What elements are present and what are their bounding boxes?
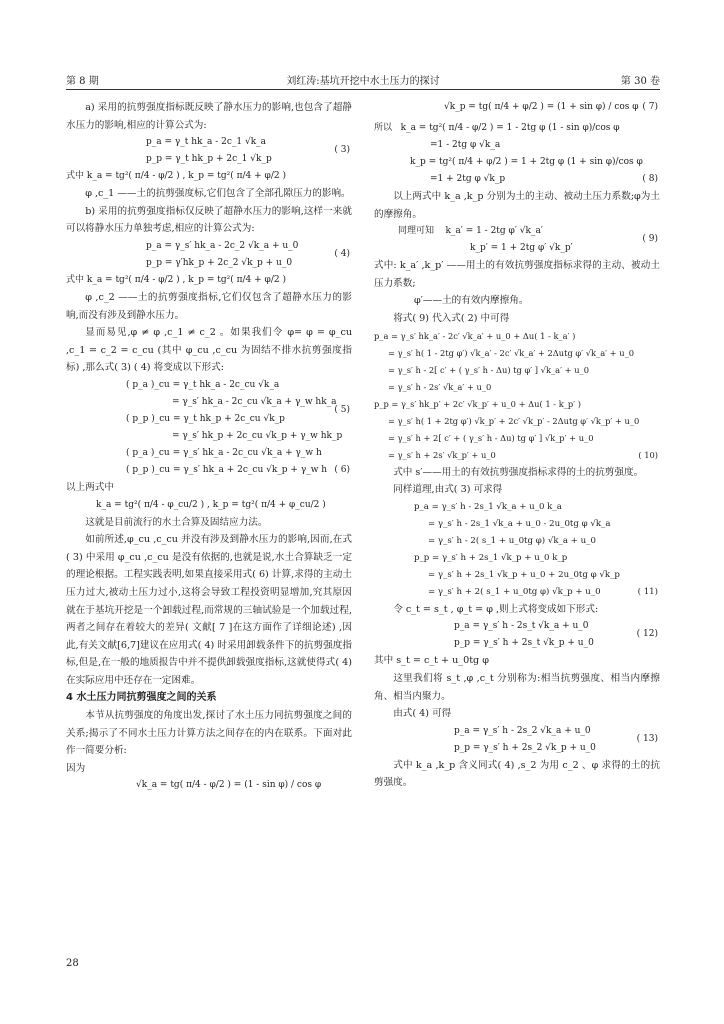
paragraph: 如前所述,φ_cu ,c_cu 并没有涉及到静水压力的影响,因而,在式( 3) 中采用 φ_cu ,c_cu 是没有依据的,也就是说,水土合算缺乏一定的理论根据。工程实践表明,如果直接采用式( 6) 计算,求得的主动土压力过大,被动土压力过小,这将会导致工程投资明显增加,究其原因就在于基坑开挖是一个卸载过程,而常规的三轴试验是一个加载过程,两者之间存在着较大的差异( 文献[ 7 ]在这方面作了详细论述) ,因此,有关文献[6,7]建议在应用式( 4) 时采用卸载条件下的抗剪强度指标,但是,在一般的地质报告中并不提供卸载强度指标,这就使得式( 4) 在实际应用中还存在一定困难。 — [66, 534, 352, 686]
equation-13 — [374, 723, 660, 757]
running-header — [66, 72, 660, 88]
equation-line: ( p_p )_cu = γ_t hk_p + 2c_cu √k_p — [126, 413, 285, 424]
equation-line: p_a = γ_s′ hk_a′ - 2c′ √k_a′ + u_0 + Δu( 1 - k_a′ ) — [374, 330, 576, 341]
equation-line: k_p′ = 1 + 2tg φ′ √k_p′ — [470, 243, 573, 254]
equation-label: 同理可知 — [398, 226, 435, 237]
equation-7 — [374, 99, 660, 116]
equation-line: ( p_a )_cu = γ_s′ hk_a - 2c_cu √k_a + γ_w h — [126, 447, 322, 458]
right-column — [374, 99, 660, 792]
equation-number: ( 10) — [638, 449, 658, 460]
paragraph: 同样道理,由式( 3) 可求得 — [393, 484, 503, 496]
equation-11 — [374, 499, 660, 601]
equation-line: = γ_s′ h - 2( s_1 + u_0tg φ) √k_a + u_0 — [428, 535, 596, 546]
paragraph: 令 c_t = s_t , φ_t = φ ,则上式将变成如下形式: — [393, 603, 599, 615]
equation-3 — [66, 134, 352, 168]
equation-line: = γ_s′ h( 1 + 2tg φ′) √k_p′ + 2c′ √k_p′ - 2Δutg φ′ √k_p′ + u_0 — [388, 415, 640, 426]
equation-number: ( 8) — [642, 174, 658, 184]
paragraph: 式中 s′——用土的有效抗剪强度指标求得的土的抗剪强度。 — [393, 466, 644, 478]
equation-number: ( 7) — [642, 102, 658, 112]
paragraph: φ′——土的有效内摩擦角。 — [414, 295, 529, 307]
paragraph: b) 采用的抗剪强度指标仅反映了超静水压力的影响,这样一来就可以将静水压力单独考虑,相应的计算公式为: — [66, 205, 352, 235]
equation-line: k_p = tg²( π/4 + φ/2 ) = 1 + 2tg φ (1 + sin φ)/cos φ — [410, 157, 643, 167]
equation-line: k_a = tg²( π/4 - φ/2 ) = 1 - 2tg φ (1 - sin φ)/cos φ — [400, 123, 620, 133]
equation-line: p_a = γ_s′ h - 2s_t √k_a + u_0 — [454, 621, 589, 632]
equation-number: ( 5) — [334, 404, 350, 415]
paragraph: 这就是目前流行的水土合算及固结应力法。 — [85, 516, 268, 528]
paragraph: 本节从抗剪强度的角度出发,探讨了水土压力同抗剪强度之间的关系;揭示了不同水土压力计算方法之间存在的内在联系。下面对此作一简要分析: — [66, 710, 352, 757]
equation-number: ( 6) — [334, 464, 350, 475]
paragraph: 因为 — [66, 762, 86, 774]
left-column — [66, 99, 352, 794]
equation-4 — [66, 238, 352, 272]
equation-6 — [66, 445, 352, 479]
issue-number: 第 8 期 — [66, 76, 99, 87]
paragraph: φ ,c_1 ——土的抗剪强度标,它们包含了全部孔隙压力的影响。 — [85, 188, 351, 200]
paragraph: 由式( 4) 可得 — [393, 708, 452, 720]
equation-line: = γ_s′ hk_a - 2c_cu √k_a + γ_w hk_a — [172, 396, 337, 407]
equation-line: = γ_s′ h( 1 - 2tg φ′) √k_a′ - 2c′ √k_a′ + 2Δutg φ′ √k_a′ + u_0 — [388, 347, 635, 358]
equation-line: √k_p = tg( π/4 + φ/2 ) = (1 + sin φ) / cos φ — [444, 102, 639, 112]
equation-line: p_a = γ_s′ h - 2s_2 √k_a + u_0 — [454, 725, 591, 736]
equation-line: = γ_s′ h - 2s′ √k_a′ + u_0 — [388, 381, 492, 392]
equation-number: ( 4) — [334, 248, 350, 259]
equation-line: p_p = γ_s′ h + 2s_2 √k_p + u_0 — [454, 742, 596, 753]
equation-line: p_p = γ′hk_p + 2c_2 √k_p + u_0 — [146, 257, 293, 268]
header-rule — [66, 89, 660, 90]
equation-line: ( p_a )_cu = γ_t hk_a - 2c_cu √k_a — [126, 379, 280, 390]
equation-definition: 式中 k_a = tg²( π/4 - φ/2 ) , k_p = tg²( π/4 + φ/2 ) — [66, 274, 286, 285]
paragraph: φ ,c_2 ——土的抗剪强度指标,它们仅包含了超静水压力的影响,而没有涉及到静水压力。 — [66, 291, 352, 321]
equation-number: ( 12) — [636, 629, 658, 640]
equation-line: p_p = γ_s′ h + 2s_t √k_p + u_0 — [454, 638, 594, 649]
equation-line: p_p = γ_s′ h + 2s_1 √k_p + u_0 k_p — [414, 552, 568, 563]
equation-line: = γ_s′ h + 2( s_1 + u_0tg φ) √k_p + u_0 — [428, 586, 601, 597]
equation-line: k_a′ = 1 - 2tg φ′ √k_a′ — [445, 226, 543, 237]
equation-number: ( 3) — [334, 145, 350, 156]
equation-line: = γ_s′ hk_p + 2c_cu √k_p + γ_w hk_p — [172, 430, 343, 441]
equation-number: ( 13) — [636, 733, 658, 744]
paragraph: 将式( 9) 代入式( 2) 中可得 — [393, 312, 510, 324]
equation-definition: k_a = tg²( π/4 - φ_cu/2 ) , k_p = tg²( π/4 + φ_cu/2 ) — [96, 499, 326, 510]
equation-8 — [374, 120, 660, 188]
volume-number: 第 30 卷 — [620, 76, 660, 87]
article-running-title: 刘红涛:基坑开挖中水土压力的探讨 — [286, 76, 440, 87]
equation-line: =1 + 2tg φ √k_p — [430, 174, 506, 184]
equation-line: p_p = γ_s′ hk_p′ + 2c′ √k_p′ + u_0 + Δu( 1 - k_p′ ) — [374, 398, 581, 409]
equation-line: √k_a = tg( π/4 - φ/2 ) = (1 - sin φ) / cos φ — [136, 780, 322, 791]
paragraph: 以上两式中 — [66, 481, 114, 493]
equation-number: ( 11) — [637, 586, 658, 597]
equation-line: = γ_s′ h + 2[ c′ + ( γ_s′ h - Δu) tg φ′ ] √k_p′ + u_0 — [388, 432, 594, 443]
equation-line: = γ_s′ h + 2s_1 √k_p + u_0 + 2u_0tg φ √k_p — [428, 569, 620, 580]
equation-number: ( 9) — [642, 234, 658, 245]
page-number: 28 — [66, 958, 79, 969]
equation-line: p_p = γ_t hk_p + 2c_1 √k_p — [146, 154, 272, 165]
equation-line: p_a = γ_s′ h - 2s_1 √k_a + u_0 k_a — [414, 501, 562, 512]
equation-definition: 式中 k_a = tg²( π/4 - φ/2 ) , k_p = tg²( π/4 + φ/2 ) — [66, 171, 286, 182]
equation-line: =1 - 2tg φ √k_a — [430, 140, 501, 150]
section-heading: 4 水土压力同抗剪强度之间的关系 — [66, 692, 217, 704]
equation-12 — [374, 618, 660, 652]
equation-10 — [374, 328, 660, 464]
paragraph: 式中 k_a ,k_p 含义同式( 4) ,s_2 为用 c_2 、φ 求得的土的抗剪强度。 — [374, 759, 660, 789]
paragraph: 以上两式中 k_a ,k_p 分别为土的主动、被动土压力系数;φ为土的摩擦角。 — [374, 191, 660, 220]
equation-line: = γ_s′ h - 2[ c′ + ( γ_s′ h - Δu) tg φ′ ] √k_a′ + u_0 — [388, 364, 589, 375]
equation-line: = γ_s′ h - 2s_1 √k_a + u_0 - 2u_0tg φ √k_a — [428, 518, 611, 529]
paragraph: a) 采用的抗剪强度指标既反映了静水压力的影响,也包含了超静水压力的影响,相应的计算公式为: — [66, 102, 352, 131]
paragraph: 式中: k_a′ ,k_p′ ——用土的有效抗剪强度指标求得的主动、被动土压力系数; — [374, 260, 660, 289]
paragraph: 其中 s_t = c_t + u_0tg φ — [374, 655, 489, 667]
equation-line: p_a = γ_t hk_a - 2c_1 √k_a — [146, 137, 267, 148]
equation-5 — [66, 377, 352, 445]
equation-9 — [374, 223, 660, 257]
paragraph: 显而易见,φ ≠ φ ,c_1 ≠ c_2 。如果我们令 φ= φ = φ_cu ,c_1 = c_2 = c_cu (其中 φ_cu ,c_cu 为固结不排水抗剪强度指标) ,那么式( 3) ( 4) 将变成以下形式: — [66, 327, 352, 374]
paragraph: 这里我们将 s_t ,φ ,c_t 分别称为:相当抗剪强度、相当内摩擦角、相当内聚力。 — [374, 672, 660, 702]
equation-line: = γ_s′ h + 2s′ √k_p′ + u_0 — [388, 449, 496, 460]
equation-line: p_a = γ_s′ hk_a - 2c_2 √k_a + u_0 — [146, 240, 299, 251]
equation-line: ( p_p )_cu = γ_s′ hk_a + 2c_cu √k_p + γ_w h — [126, 464, 328, 475]
equation-label: 所以 — [374, 123, 393, 133]
